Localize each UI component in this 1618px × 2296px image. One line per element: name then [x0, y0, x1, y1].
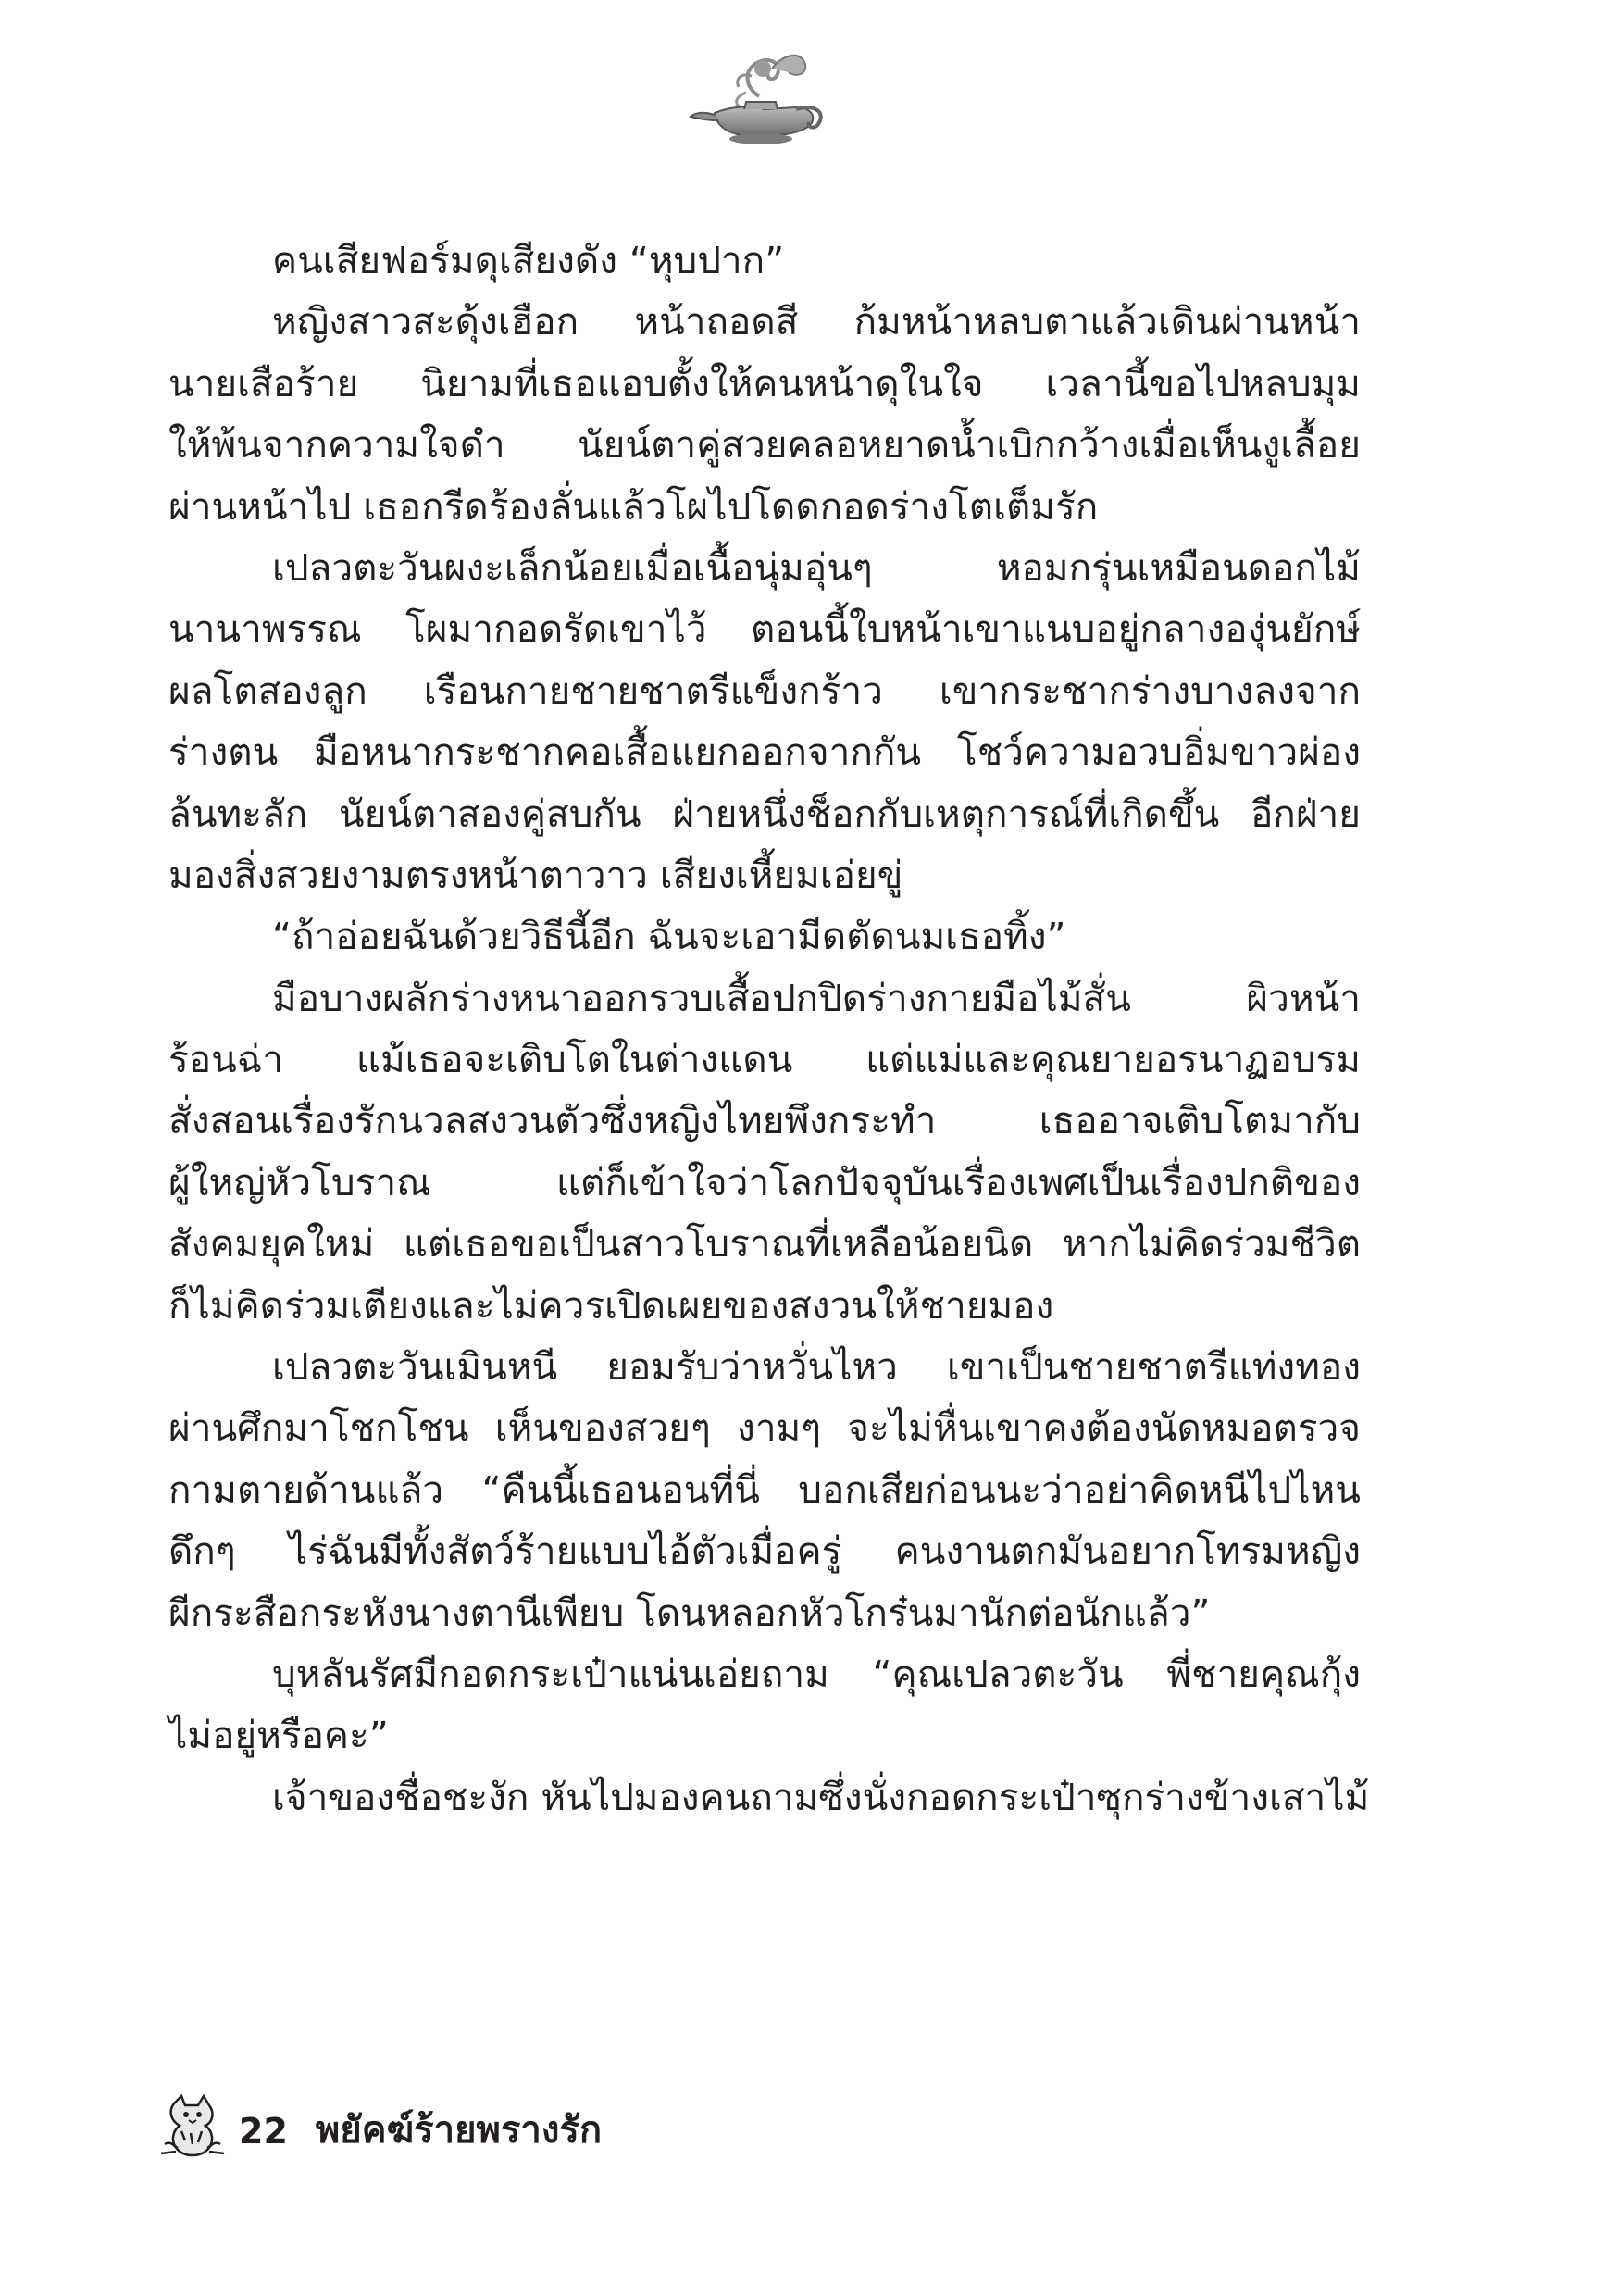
page-number: 22 — [239, 2111, 288, 2152]
text-line: เปลวตะวันเมินหนี ยอมรับว่าหวั่นไหว เขาเป็นชายชาตรีแท่งทอง — [272, 1344, 1361, 1390]
cupid-lamp-icon — [687, 48, 835, 150]
page-footer — [157, 2094, 602, 2159]
text-line: ดึกๆ ไร่ฉันมีทั้งสัตว์ร้ายแบบไอ้ตัวเมื่อครู่ คนงานตกมันอยากโทรมหญิง — [168, 1529, 1361, 1574]
text-line: นายเสือร้าย นิยามที่เธอแอบตั้งให้คนหน้าดุในใจ เวลานี้ขอไปหลบมุม — [168, 360, 1361, 406]
text-line: ผ่านศึกมาโชกโชน เห็นของสวยๆ งามๆ จะไม่หื่นเขาคงต้องนัดหมอตรวจ — [168, 1405, 1361, 1451]
text-line: ก็ไม่คิดร่วมเตียงและไม่ควรเปิดเผยของสงวนให้ชายมอง — [168, 1282, 1054, 1328]
text-line: หญิงสาวสะดุ้งเฮือก หน้าถอดสี ก้มหน้าหลบตาแล้วเดินผ่านหน้า — [272, 299, 1361, 344]
text-line: ให้พ้นจากความใจดำ นัยน์ตาคู่สวยคลอหยาดน้ำเบิกกว้างเมื่อเห็นงูเลื้อย — [168, 422, 1361, 468]
text-line: ผีกระสือกระหังนางตานีเพียบ โดนหลอกหัวโกร๋นมานักต่อนักแล้ว” — [168, 1590, 1211, 1635]
text-line: มองสิ่งสวยงามตรงหน้าตาวาว เสียงเหี้ยมเอ่ยขู่ — [168, 852, 903, 897]
text-line: ล้นทะลัก นัยน์ตาสองคู่สบกัน ฝ่ายหนึ่งช็อกกับเหตุการณ์ที่เกิดขึ้น อีกฝ่าย — [168, 791, 1361, 836]
body-text — [168, 230, 1370, 1828]
text-line: ร้อนฉ่า แม้เธอจะเติบโตในต่างแดน แต่แม่และคุณยายอรนาฏอบรม — [168, 1037, 1361, 1082]
text-line: เปลวตะวันผงะเล็กน้อยเมื่อเนื้อนุ่มอุ่นๆ หอมกรุ่นเหมือนดอกไม้ — [272, 544, 1361, 590]
text-line: มือบางผลักร่างหนาออกรวบเสื้อปกปิดร่างกายมือไม้สั่น ผิวหน้า — [272, 975, 1361, 1020]
text-line: ผลโตสองลูก เรือนกายชายชาตรีแข็งกร้าว เขากระชากร่างบางลงจาก — [168, 668, 1361, 713]
text-line: สั่งสอนเรื่องรักนวลสงวนตัวซึ่งหญิงไทยพึงกระทำ เธออาจเติบโตมากับ — [168, 1098, 1361, 1143]
text-line: ผ่านหน้าไป เธอกรีดร้องลั่นแล้วโผไปโดดกอดร่างโตเต็มรัก — [168, 483, 1099, 529]
text-line: ไม่อยู่หรือคะ” — [168, 1713, 389, 1758]
cat-emblem-icon — [157, 2094, 228, 2159]
text-line: ร่างตน มือหนากระชากคอเสื้อแยกออกจากกัน โชว์ความอวบอิ่มขาวผ่อง — [168, 730, 1361, 775]
text-line: เจ้าของชื่อชะงัก หันไปมองคนถามซึ่งนั่งกอดกระเป๋าซุกร่างข้างเสาไม้ — [272, 1774, 1370, 1819]
text-line: กามตายด้านแล้ว “คืนนี้เธอนอนที่นี่ บอกเสียก่อนนะว่าอย่าคิดหนีไปไหน — [168, 1466, 1361, 1512]
text-line: นานาพรรณ โผมากอดรัดเขาไว้ ตอนนี้ใบหน้าเขาแนบอยู่กลางองุ่นยักษ์ — [168, 606, 1361, 652]
text-line: “ถ้าอ่อยฉันด้วยวิธีนี้อีก ฉันจะเอามีดตัดนมเธอทิ้ง” — [272, 914, 1066, 959]
text-line: คนเสียฟอร์มดุเสียงดัง “หุบปาก” — [272, 238, 785, 282]
text-line: สังคมยุคใหม่ แต่เธอขอเป็นสาวโบราณที่เหลือน้อยนิด หากไม่คิดร่วมชีวิต — [168, 1221, 1361, 1267]
text-line: บุหลันรัศมีกอดกระเป๋าแน่นเอ่ยถาม “คุณเปลวตะวัน พี่ชายคุณกุ้ง — [272, 1651, 1361, 1696]
book-title: พยัคฆ์ร้ายพรางรัก — [315, 2109, 603, 2152]
text-line: ผู้ใหญ่หัวโบราณ แต่ก็เข้าใจว่าโลกปัจจุบันเรื่องเพศเป็นเรื่องปกติของ — [168, 1159, 1361, 1204]
